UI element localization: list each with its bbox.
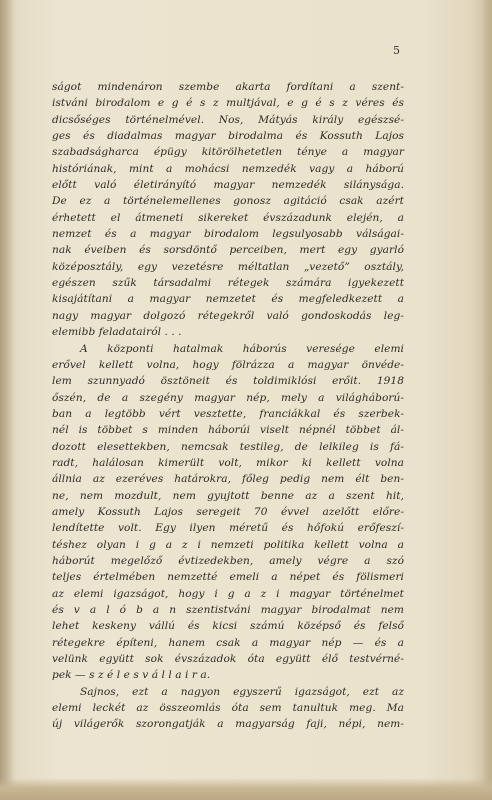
page-right-edge (482, 0, 492, 800)
page-number: 5 (393, 44, 400, 57)
text-line: háborút megelőző évtizedekben, amely végre a szó (52, 554, 404, 567)
text-line: lem szunnyadó ösztöneit és toldimiklósi erőit. 1918 (52, 375, 404, 388)
text-line: az elemi igazságot, hogy i g a z i magyar történelmet (52, 587, 404, 600)
text-line: érhetett el átmeneti sikereket évszázadunk elején, a (52, 211, 404, 224)
text-line: amely Kossuth Lajos seregeit 70 évvel azelőtt előre- (52, 505, 404, 518)
text-line: teljes értelmében nemzetté emeli a népet és fölismeri (52, 571, 404, 584)
text-line: kisajátítani a magyar nemzetet és megfeledkezett a (52, 293, 404, 306)
page-bottom-edge (0, 778, 492, 800)
text-line: radt, halálosan kimerült volt, mikor ki kellett volna (52, 456, 404, 469)
body-text (52, 79, 404, 733)
text-line: és v a l ó b a n szentistváni magyar birodalmat nem (52, 604, 404, 616)
text-line: De ez a történelemellenes gonosz agitáció csak azért (52, 195, 404, 208)
text-line: velünk együtt sok évszázadok óta együtt élő testvérné- (52, 653, 404, 666)
text-line: nak éveiben és sorsdöntő perceiben, mert egy gyarló (52, 244, 404, 257)
text-line: új világerők szorongatják a magyarság faji, népi, nem- (52, 718, 404, 731)
text-line: nél is többet s minden háborúi viselt népnél többet ál- (52, 424, 404, 437)
text-line: ges és diadalmas magyar birodalma és Kossuth Lajos (52, 130, 404, 143)
text-line: szabadságharca épügy kitörölhetetlen ténye a magyar (52, 146, 404, 159)
text-line: állnia az ezeréves határokra, főleg pedig nem élt ben- (52, 473, 404, 486)
text-line: erővel kellett volna, hogy fölrázza a magyar önvéde- (52, 358, 404, 371)
text-line: lendítette volt. Egy ilyen méretű és hőfokú erőfeszí- (52, 522, 404, 535)
text-line: ban a legtöbb vért vesztette, franciákkal és szerbek- (52, 407, 404, 420)
text-line: nemzet és a magyar birodalom legsulyosabb válságai- (52, 228, 404, 241)
text-line: A központi hatalmak háborús veresége elemi (80, 342, 404, 355)
text-line: Sajnos, ezt a nagyon egyszerű igazságot, ezt az (80, 685, 404, 698)
text-line: elemi leckét az összeomlás óta sem tanultuk meg. Ma (52, 702, 404, 715)
text-line: nagy magyar dolgozó rétegekről való gondoskodás leg- (52, 309, 404, 322)
text-line: istváni birodalom e g é s z multjával, e g é s z véres és (52, 97, 404, 110)
text-line: középosztály, egy vezetésre méltatlan „vezető” osztály, (52, 260, 404, 273)
text-line: pek — s z é l e s v á l l a i r a. (52, 669, 211, 682)
text-line: dicsőséges történelmével. Nos, Mátyás király egészsé- (52, 113, 404, 126)
text-line: ne, nem mozdult, nem gyujtott benne az a szent hit, (52, 489, 404, 502)
text-line: rétegekre építeni, hanem csak a magyar nép — és a (52, 636, 404, 649)
text-line: lehet keskeny vállú és kicsi számú középső és felső (52, 620, 404, 633)
spine-shadow (0, 0, 14, 800)
text-line: ságot mindenáron szembe akarta fordítani a szent- (52, 81, 404, 93)
text-line: elemibb feladatairól . . . (52, 326, 182, 339)
text-line: dozott elesettekben, nemcsak testileg, de lelkileg is fá- (52, 440, 404, 453)
text-line: őszén, de a szegény magyar nép, mely a világháború- (52, 391, 404, 404)
text-line: előtt való életirányító magyar nemzedék silánysága. (52, 179, 404, 192)
text-line: egészen szűk társadalmi rétegek számára igyekezett (52, 277, 404, 290)
text-line: históriának, mint a mohácsi nemzedék vagy a háború (52, 162, 404, 175)
text-line: téshez olyan i g a z i nemzeti politika kellett volna a (52, 538, 404, 551)
